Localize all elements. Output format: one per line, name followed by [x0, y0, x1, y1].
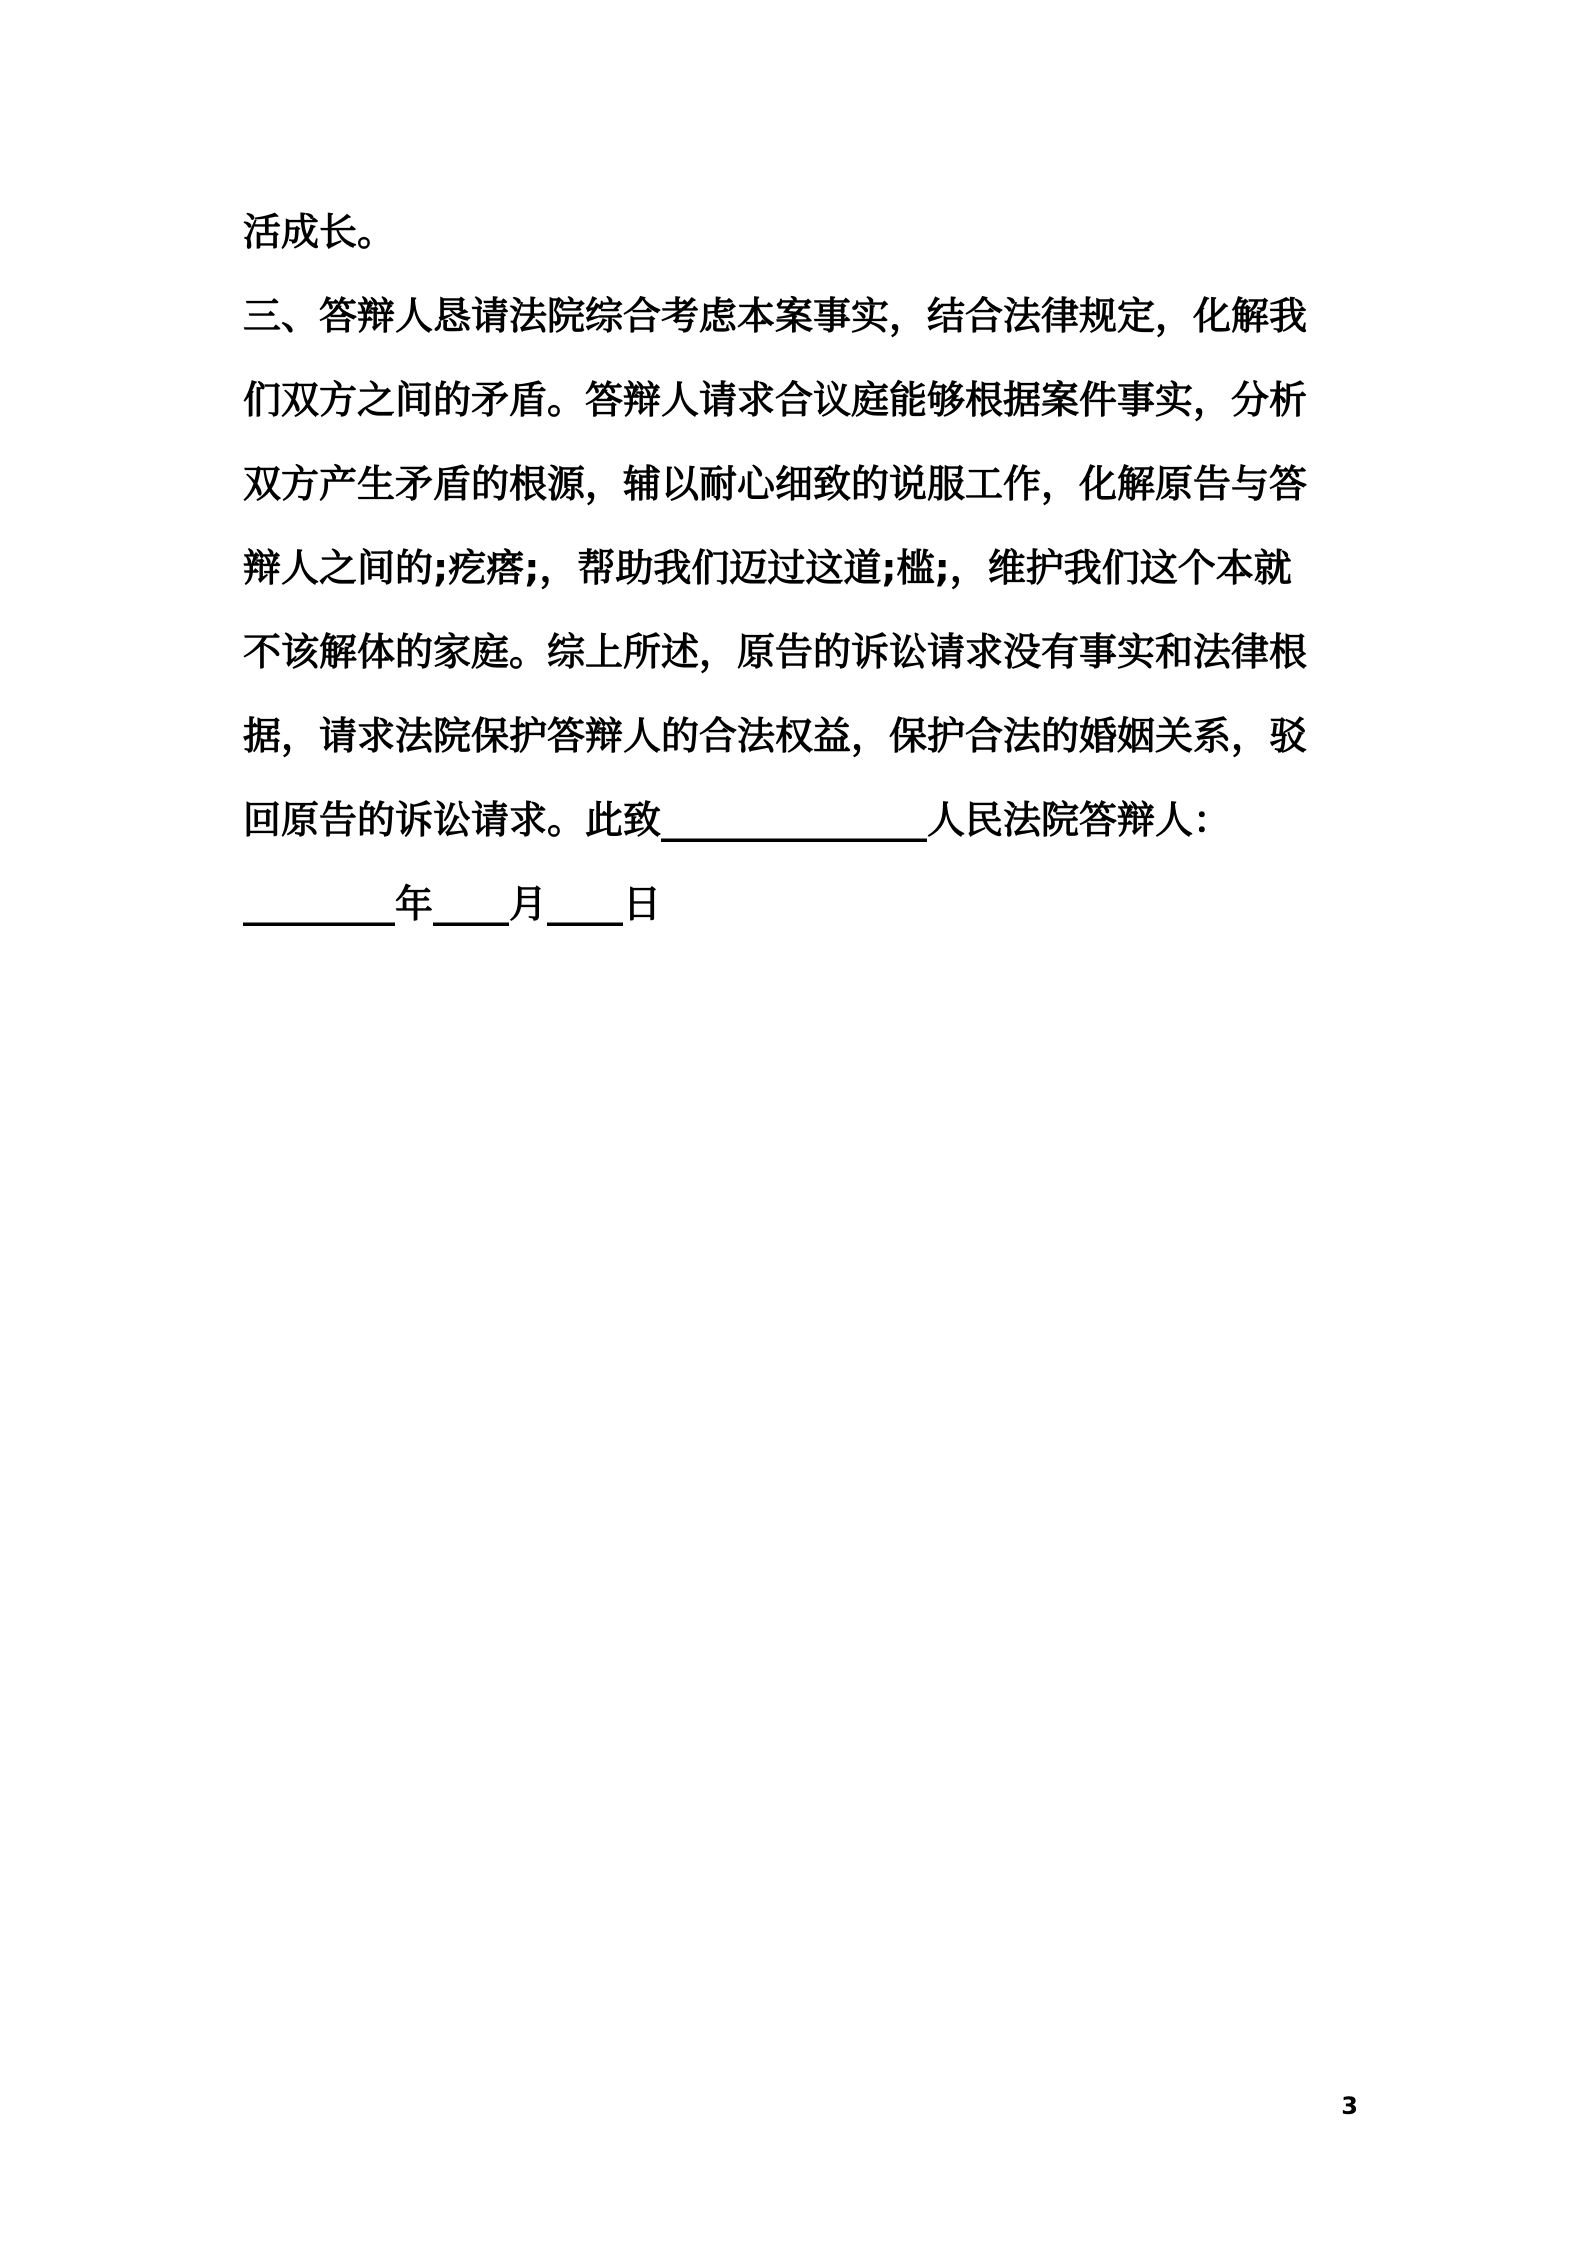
text-line: 双方产生矛盾的根源，辅以耐心细致的说服工作，化解原告与答 [243, 462, 1308, 506]
date-line: ________年____月____日 [243, 882, 662, 926]
text-line: 不该解体的家庭。综上所述，原告的诉讼请求没有事实和法律根 [243, 630, 1308, 674]
text-line: 们双方之间的矛盾。答辩人请求合议庭能够根据案件事实，分析 [243, 378, 1308, 422]
page-number: 3 [1341, 2092, 1358, 2120]
text-line: 据，请求法院保护答辩人的合法权益，保护合法的婚姻关系，驳 [243, 714, 1308, 758]
text-line: 回原告的诉讼请求。此致______________人民法院答辩人： [243, 798, 1232, 842]
text-line: 三、答辩人恳请法院综合考虑本案事实，结合法律规定，化解我 [243, 294, 1308, 338]
text-line: 辩人之间的;疙瘩;，帮助我们迈过这道;槛;，维护我们这个本就 [243, 546, 1292, 590]
document-body [243, 190, 1363, 946]
text-line: 活成长。 [243, 210, 396, 254]
